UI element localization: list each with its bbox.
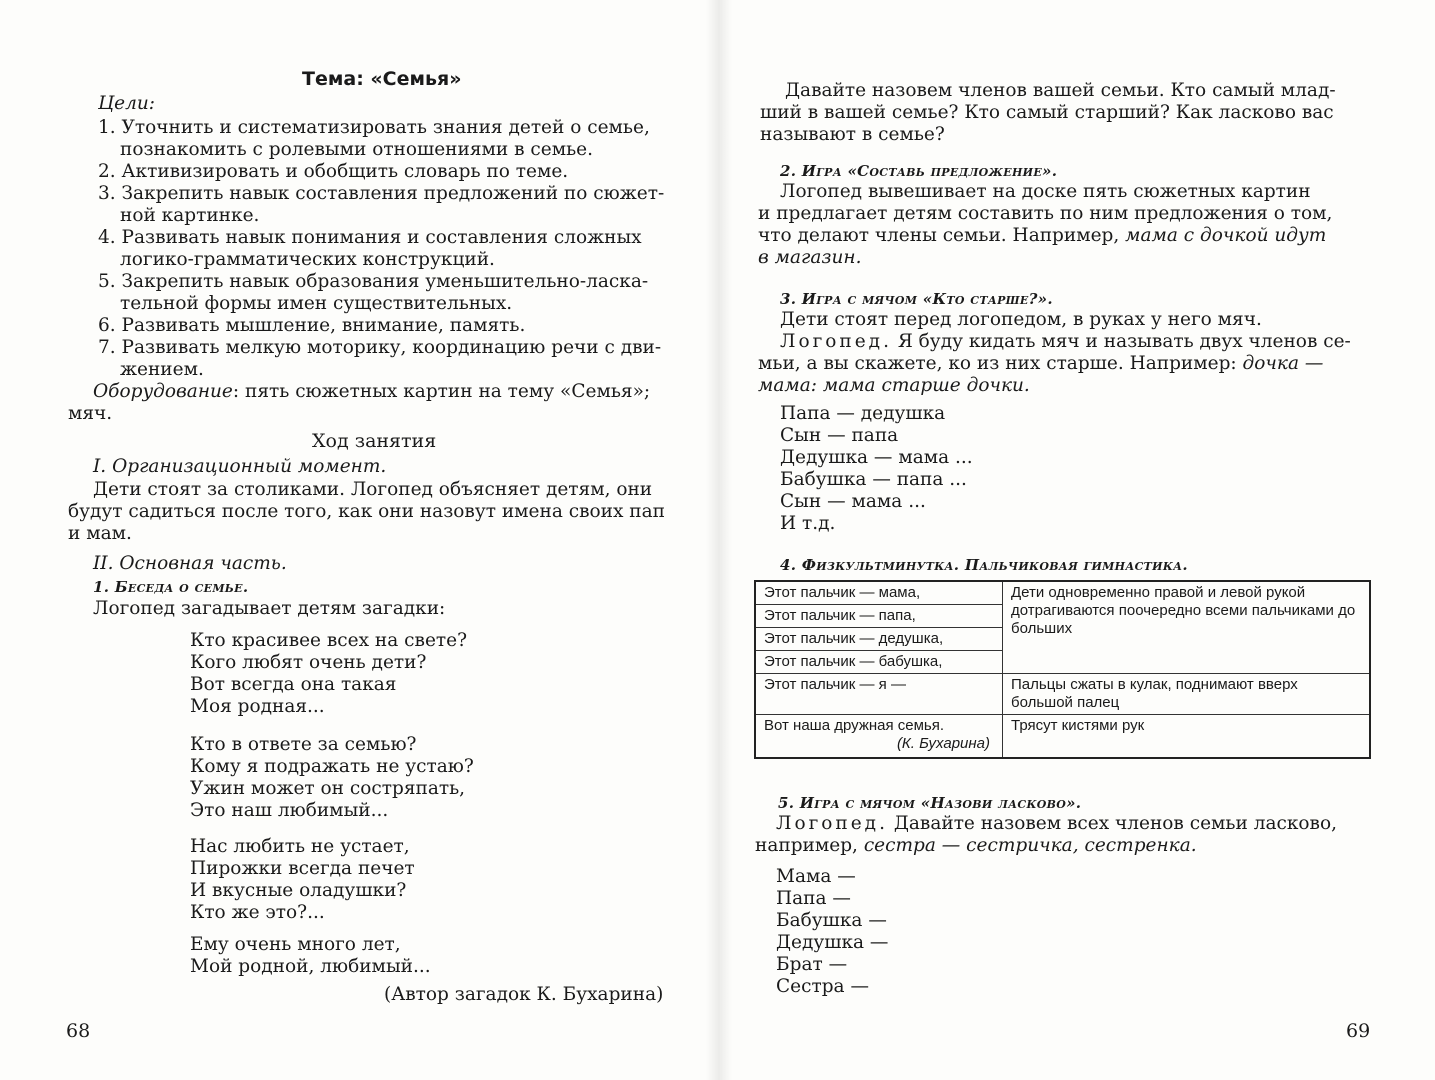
riddle-line: Кому я подражать не устаю?: [190, 756, 474, 777]
equipment-label: Оборудование: [93, 381, 233, 402]
name-line: Бабушка —: [776, 910, 887, 931]
goal-item: 2. Активизировать и обобщить словарь по теме.: [98, 161, 569, 182]
table-cell: Трясут кистями рук: [1003, 715, 1371, 759]
goal-item: 7. Развивать мелкую моторику, координацию речи с дви-: [98, 337, 662, 358]
paragraph-line: будут садиться после того, как они назовут имена своих пап: [68, 501, 665, 522]
table-row: [755, 674, 1370, 715]
goal-item: жением.: [120, 359, 204, 380]
game-heading: 4. Физкультминутка. Пальчиковая гимнастика.: [780, 556, 1188, 574]
speaker-label: Логопед.: [780, 331, 892, 352]
lesson-heading: Ход занятия: [312, 430, 437, 452]
riddle-line: Ужин может он состряпать,: [190, 778, 466, 799]
paragraph-line: Логопед вывешивает на доске пять сюжетных картин: [780, 181, 1311, 202]
goal-item: познакомить с ролевыми отношениями в семье.: [120, 139, 594, 160]
pair-line: Сын — мама ...: [780, 491, 926, 512]
table-row: [755, 581, 1370, 605]
example-text: сестра — сестричка, сестренка.: [863, 835, 1197, 856]
pair-line: Сын — папа: [780, 425, 899, 446]
paragraph-line: Дети стоят за столиками. Логопед объясняет детям, они: [93, 479, 653, 500]
paragraph-text: мьи, а вы скажете, ко из них старше. Например:: [758, 353, 1243, 374]
table-cell: Этот пальчик — я —: [755, 674, 1003, 715]
table-row: [755, 715, 1370, 759]
table-citation: (К. Бухарина): [896, 735, 990, 752]
goal-item: 4. Развивать навык понимания и составления сложных: [98, 227, 642, 248]
pair-line: Дедушка — мама ...: [780, 447, 973, 468]
example-text: дочка —: [1242, 353, 1324, 374]
paragraph-line: Дети стоят перед логопедом, в руках у него мяч.: [780, 309, 1262, 330]
paragraph-line: называют в семье?: [760, 124, 945, 145]
paragraph-line: Давайте назовем членов вашей семьи. Кто самый млад-: [785, 80, 1336, 101]
game-heading: 2. Игра «Составь предложение».: [780, 162, 1058, 180]
equipment-line: [93, 381, 650, 403]
paragraph-line: [776, 813, 1337, 835]
riddle-line: Моя родная...: [190, 696, 325, 717]
name-line: Дедушка —: [776, 932, 889, 953]
goal-item: тельной формы имен существительных.: [120, 293, 513, 314]
table-cell: Пальцы сжаты в кулак, поднимают вверх большой палец: [1003, 674, 1371, 715]
example-text: мама с дочкой идут: [1125, 225, 1327, 246]
riddle-line: Кто в ответе за семью?: [190, 734, 417, 755]
example-text: в магазин.: [758, 247, 862, 268]
pair-line: Бабушка — папа ...: [780, 469, 967, 490]
pair-line: Папа — дедушка: [780, 403, 946, 424]
riddle-line: Нас любить не устает,: [190, 836, 410, 857]
name-line: Папа —: [776, 888, 851, 909]
paragraph-text: например,: [755, 835, 864, 856]
paragraph-line: ший в вашей семье? Кто самый старший? Как ласково вас: [760, 102, 1334, 123]
paragraph-line: и предлагает детям составить по ним предложения о том,: [758, 203, 1333, 224]
section-heading: I. Организационный момент.: [93, 456, 387, 477]
paragraph-line: [780, 331, 1351, 353]
paragraph-line: и мам.: [68, 523, 132, 544]
riddles-author: (Автор загадок К. Бухарина): [384, 984, 664, 1005]
speaker-label: Логопед.: [776, 813, 888, 834]
example-text: мама: мама старше дочки.: [758, 375, 1030, 396]
item-heading: 1. Беседа о семье.: [93, 578, 249, 596]
table-cell: Этот пальчик — дедушка,: [755, 628, 1003, 651]
goal-item: 3. Закрепить навык составления предложений по сюжет-: [98, 183, 665, 204]
name-line: Мама —: [776, 866, 856, 887]
section-heading: II. Основная часть.: [93, 553, 287, 574]
goals-label: Цели:: [98, 93, 156, 114]
paragraph-text: что делают члены семьи. Например,: [758, 225, 1126, 246]
pair-line: И т.д.: [780, 513, 836, 534]
paragraph-line: [758, 225, 1326, 247]
table-cell: Этот пальчик — мама,: [755, 581, 1003, 605]
table-cell: [755, 715, 1003, 759]
riddle-line: Это наш любимый...: [190, 800, 389, 821]
paragraph-line: [758, 353, 1323, 375]
riddle-line: Ему очень много лет,: [190, 934, 401, 955]
riddle-line: Вот всегда она такая: [190, 674, 397, 695]
riddle-line: Кто красивее всех на свете?: [190, 630, 467, 651]
table-cell: Этот пальчик — папа,: [755, 605, 1003, 628]
page-number-left: 68: [66, 1020, 91, 1042]
goal-item: логико-грамматических конструкций.: [120, 249, 495, 270]
table-cell: Дети одновременно правой и левой рукой дотрагиваются поочередно всеми пальчиками до больших: [1003, 581, 1371, 674]
table-cell: Этот пальчик — бабушка,: [755, 651, 1003, 674]
riddle-line: Мой родной, любимый...: [190, 956, 431, 977]
page-number-right: 69: [1346, 1020, 1371, 1042]
page-title: Тема: «Семья»: [302, 68, 462, 90]
goal-item: 5. Закрепить навык образования уменьшительно-ласка-: [98, 271, 649, 292]
riddle-line: Кого любят очень дети?: [190, 652, 427, 673]
paragraph-line: [755, 835, 1197, 857]
right-page: [718, 0, 1435, 1080]
goal-item: 1. Уточнить и систематизировать знания детей о семье,: [98, 117, 650, 138]
paragraph-text: Я буду кидать мяч и называть двух членов се-: [891, 331, 1351, 352]
name-line: Брат —: [776, 954, 848, 975]
goal-item: 6. Развивать мышление, внимание, память.: [98, 315, 526, 336]
game-heading: 5. Игра с мячом «Назови ласково».: [778, 794, 1082, 812]
finger-exercise-table: [754, 580, 1371, 759]
table-cell-text: Вот наша дружная семья.: [764, 717, 945, 734]
riddle-line: Кто же это?...: [190, 902, 325, 923]
equipment-cont: мяч.: [68, 403, 113, 424]
paragraph-text: Давайте назовем всех членов семьи ласково,: [887, 813, 1337, 834]
riddle-line: Пирожки всегда печет: [190, 858, 415, 879]
goal-item: ной картинке.: [120, 205, 260, 226]
equipment-text: : пять сюжетных картин на тему «Семья»;: [232, 381, 651, 402]
name-line: Сестра —: [776, 976, 869, 997]
riddle-line: И вкусные оладушки?: [190, 880, 407, 901]
game-heading: 3. Игра с мячом «Кто старше?».: [780, 290, 1053, 308]
paragraph-line: Логопед загадывает детям загадки:: [93, 598, 446, 619]
